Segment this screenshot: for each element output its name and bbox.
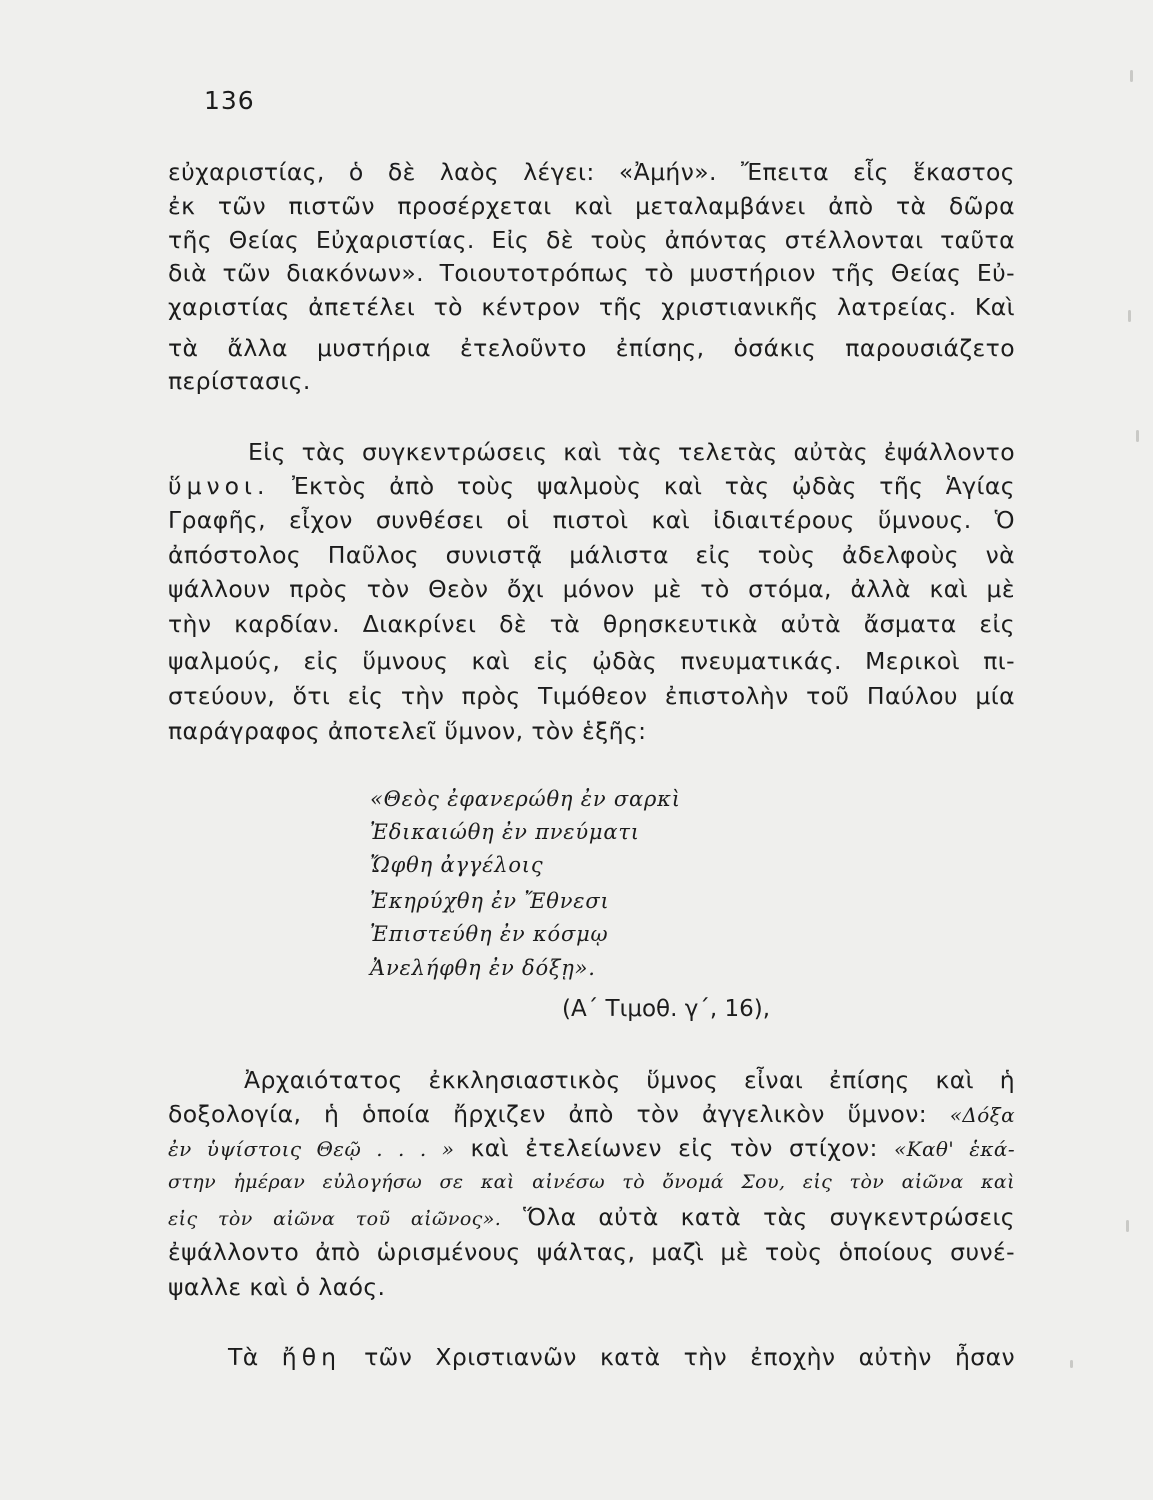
text-line: στεύουν, ὅτι εἰς τὴν πρὸς Τιμόθεον ἐπιστολὴν τοῦ Παύλου μία (168, 682, 1015, 710)
text-line (168, 1131, 1015, 1165)
scan-mark (1126, 1220, 1129, 1232)
text-line: ἐκ τῶν πιστῶν προσέρχεται καὶ μεταλαμβάνει ἀπὸ τὰ δῶρα (168, 192, 1015, 220)
text-line: ἐψάλλοντο ἀπὸ ὡρισμένους ψάλτας, μαζὶ μὲ τοὺς ὁποίους συνέ- (168, 1238, 1015, 1266)
hymn-line: Ἐδικαιώθη ἐν πνεύματι (370, 820, 640, 844)
text-span: Ὅλα αὐτὰ κατὰ τὰς συγκεντρώσεις (501, 1203, 1015, 1231)
text-line: τὴν καρδίαν. Διακρίνει δὲ τὰ θρησκευτικὰ αὐτὰ ἄσματα εἰς (168, 610, 1015, 638)
text-line: Ἀρχαιότατος ἐκκλησιαστικὸς ὕμνος εἶναι ἐπίσης καὶ ἡ (244, 1066, 1015, 1094)
text-line: ψαλλε καὶ ὁ λαός. (168, 1273, 386, 1301)
text-line: Εἰς τὰς συγκεντρώσεις καὶ τὰς τελετὰς αὐτὰς ἐψάλλοντο (248, 438, 1015, 466)
text-span: τῶν Χριστιανῶν κατὰ τὴν ἐποχὴν αὐτὴν ἦσαν (340, 1343, 1015, 1371)
citation: (Α΄ Τιμοθ. γ΄, 16), (562, 996, 771, 1022)
text-line (168, 469, 1015, 503)
text-span: δοξολογία, ἡ ὁποία ἤρχιζεν ἀπὸ τὸν ἀγγελικὸν ὕμνον: (168, 1100, 950, 1128)
quote-line: στην ἡμέραν εὐλογήσω σε καὶ αἰνέσω τὸ ὄνομά Σου, εἰς τὸν αἰῶνα καὶ (168, 1171, 1015, 1193)
quote-italic: «Καθ' ἑκά- (893, 1137, 1015, 1161)
text-span: Ἐκτὸς ἀπὸ τοὺς ψαλμοὺς καὶ τὰς ᾠδὰς τῆς Ἁγίας (291, 472, 1015, 500)
hymn-line: Ἐπιστεύθη ἐν κόσμῳ (370, 922, 609, 946)
text-line: τῆς Θείας Εὐχαριστίας. Εἰς δὲ τοὺς ἀπόντας στέλλονται ταῦτα (168, 226, 1015, 254)
text-span: καὶ ἐτελείωνεν εἰς τὸν στίχον: (454, 1134, 894, 1162)
text-line: Γραφῆς, εἶχον συνθέσει οἱ πιστοὶ καὶ ἰδιαιτέρους ὕμνους. Ὁ (168, 506, 1015, 534)
text-line: περίστασις. (168, 367, 311, 395)
text-line: ψάλλουν πρὸς τὸν Θεὸν ὄχι μόνον μὲ τὸ στόμα, ἀλλὰ καὶ μὲ (168, 575, 1015, 603)
hymn-line: Ἐκηρύχθη ἐν Ἔθνεσι (370, 889, 610, 913)
scan-mark (1130, 70, 1133, 82)
scan-mark (1070, 1360, 1073, 1368)
text-line: παράγραφος ἀποτελεῖ ὕμνον, τὸν ἑξῆς: (168, 717, 647, 745)
emphasis-spaced: ἤθη (281, 1343, 341, 1371)
quote-italic: εἰς τὸν αἰῶνα τοῦ αἰῶνος». (168, 1208, 502, 1230)
quote-italic: «Δόξα (949, 1103, 1015, 1127)
text-line: ἀπόστολος Παῦλος συνιστᾷ μάλιστα εἰς τοὺς ἀδελφοὺς νὰ (168, 541, 1015, 569)
text-line: εὐχαριστίας, ὁ δὲ λαὸς λέγει: «Ἀμήν». Ἔπειτα εἷς ἕκαστος (168, 158, 1015, 186)
text-line: διὰ τῶν διακόνων». Τοιουτοτρόπως τὸ μυστήριον τῆς Θείας Εὐ- (168, 259, 1015, 287)
text-line (168, 1097, 1015, 1131)
quote-italic: ἐν ὑψίστοις Θεῷ . . . » (168, 1137, 455, 1161)
text-line: τὰ ἄλλα μυστήρια ἐτελοῦντο ἐπίσης, ὁσάκις παρουσιάζετο (168, 334, 1015, 362)
emphasis-spaced: ὕμνοι. (168, 472, 270, 500)
text-line: ψαλμούς, εἰς ὕμνους καὶ εἰς ᾠδὰς πνευματικάς. Μερικοὶ πι- (168, 647, 1015, 675)
hymn-line: Ὤφθη ἀγγέλοις (370, 853, 544, 877)
text-span: Τὰ (228, 1343, 282, 1371)
text-line (228, 1340, 1015, 1374)
hymn-line: «Θεὸς ἐφανερώθη ἐν σαρκὶ (370, 787, 681, 811)
hymn-line: Ἀνελήφθη ἐν δόξῃ». (370, 956, 596, 980)
scan-mark (1136, 430, 1139, 442)
scan-mark (1128, 310, 1131, 322)
page-number: 136 (204, 86, 255, 115)
text-line (168, 1200, 1015, 1234)
text-line: χαριστίας ἀπετέλει τὸ κέντρον τῆς χριστιανικῆς λατρείας. Καὶ (168, 293, 1015, 321)
